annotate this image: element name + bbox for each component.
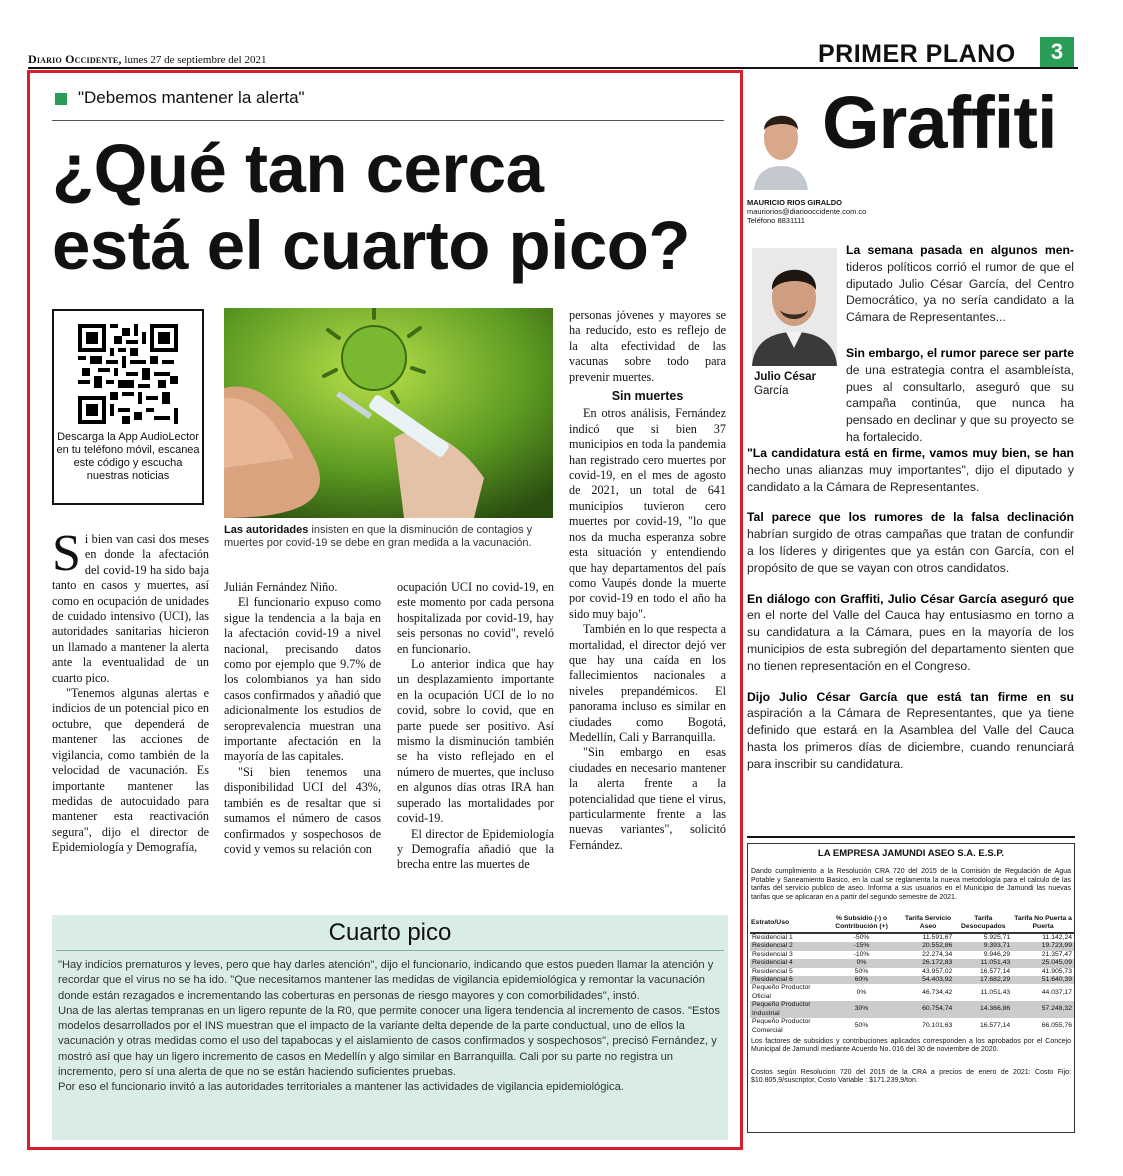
tariff-cell: 60.754,74 (902, 1001, 955, 1018)
qr-text: Descarga la App AudioLector en tu teléfono móvil, escanea este código y escucha nuestras noticias (56, 431, 200, 482)
tariff-row (750, 976, 1074, 984)
tariff-cell: 20.552,86 (902, 942, 955, 950)
section-title: PRIMER PLANO (818, 40, 1016, 68)
columnist-name: MAURICIO RIOS GIRALDO (747, 198, 842, 207)
tariff-header-cell: Tarifa Servicio Aseo (902, 914, 955, 933)
tariff-cell: 41.905,73 (1041, 967, 1072, 975)
tariff-cell: 9.393,71 (954, 942, 1012, 950)
col3-paragraph-3: El director de Epidemiología y Demografía añadió que la brecha entre las muertes de (397, 826, 554, 872)
graffiti-item-2-text: de una estrategia contra el asambleísta, pues al consultarlo, aseguró que su campaña continúa, que nunca ha pensado en declinar y que su proyecto se ha fortalecido. (846, 362, 1074, 444)
tariff-cell: 25.045,09 (1012, 959, 1074, 967)
photo-caption (224, 524, 555, 550)
tariff-cell: -50% (853, 934, 870, 942)
box-title: Cuarto pico (328, 919, 452, 946)
graffiti-item-3 (747, 445, 1074, 495)
tariff-cell: 26.172,83 (902, 959, 955, 967)
kicker-square-icon (55, 93, 67, 105)
tariff-cell: 5.925,71 (983, 934, 1011, 942)
tariff-cell: 54.403,92 (902, 976, 955, 984)
headline-line-2: está el cuarto pico? (52, 207, 691, 284)
tariff-cell: 9.946,29 (983, 950, 1011, 958)
tariff-cell: 66.055,76 (1041, 1022, 1072, 1030)
tariff-row (750, 951, 1074, 959)
headline (52, 130, 732, 284)
tariff-cell: -10% (853, 950, 870, 958)
box-paragraph-3: Por eso el funcionario invitó a las autoridades territoriales a mantener las actividades de vigilancia epidemiológica. (58, 1081, 624, 1094)
tariff-row (750, 933, 1074, 942)
tariff-cell: 16.577,14 (979, 967, 1011, 975)
article-column-4 (569, 308, 726, 853)
tariff-cell: -15% (821, 942, 901, 950)
photo-caption-politician (754, 370, 816, 398)
caption-lead: Las autoridades (224, 524, 309, 536)
columnist-email: mauriorios@diariooccidente.com.co (747, 207, 867, 216)
article-column-3 (397, 580, 554, 873)
tariff-cell: Residencial 3 (752, 950, 793, 958)
graffiti-bottom-rule (747, 836, 1075, 838)
masthead (28, 52, 266, 67)
tariff-cell: Pequeño Productor Oficial (752, 984, 811, 1000)
tariff-cell: Residencial 2 (750, 942, 821, 950)
page-number: 3 (1040, 37, 1074, 67)
box-rule (56, 950, 724, 951)
qr-code-icon (78, 324, 178, 424)
graffiti-item-3-text: hecho unas alianzas muy importantes", dijo el diputado y candidato a la Cámara de Representantes. (747, 462, 1074, 494)
tariff-cell: Residencial 5 (752, 967, 793, 975)
graffiti-item-5-text: en el norte del Valle del Cauca hay entusiasmo en torno a su candidatura a la Cámara, pues en la mayoría de los municipios de esta subregión del departamento sienten que no tienen representación en el Congreso. (747, 608, 1074, 673)
col3-paragraph-2: Lo anterior indica que hay un desplazamiento importante en la ocupación UCI de lo no covid, sobre lo covid, que en parte puede ser positivo. Así mismo la disminución también se ha visto reflejado en el número de muertes, que incluso en algunos días otras IRA han superado las mortalidades por covid-19. (397, 657, 554, 826)
politician-name: Julio César (754, 371, 816, 383)
notice-intro: Dando cumplimiento a la Resolución CRA 720 del 2015 de la Comisión de Regulación de Agua Potable y Saneamiento Basico, en la cual se reglamenta la nueva metodología para el calculo de las tarifas del servicio publico de aseo. Informa a sus usuarios en el Municipio de Jamundi las nuevas tarifas que se aplicaran en a partir del segundo semestre de 2021. (751, 868, 1071, 901)
tariff-cell: 11.051,43 (954, 959, 1012, 967)
col1-paragraph-2: "Tenemos algunas alertas e indicios de un potencial pico en octubre, que dependerá de mantener las acciones de vigilancia, como también de la velocidad de vacunación. Es importante mantener las medidas de autocuidado para mantener esta reactivación segura", dijo el director de Epidemiología y Demografía, (52, 686, 209, 855)
graffiti-item-4 (747, 509, 1074, 576)
box-paragraph-2: Una de las alertas tempranas en un ligero repunte de la R0, que permite conocer una ligera tendencia al incremento de casos. "Estos modelos desarrollados por el INS muestran que el impacto de la variante delta depende de la parte conductual, uno de ellos la vacunación y otras medidas como el uso del tapabocas y el aislamiento de casos confirmados y sospechosos", precisó Fernández, y mostró así que hay un ligero incremento de casos en Medellín y algo similar en Barranquilla. Cali por su parte no registra un incremento, pero sí una alerta de que no se están haciendo suficientes pruebas. (58, 1004, 720, 1079)
tariff-cell: 50% (854, 967, 869, 975)
issue-date: lunes 27 de septiembre del 2021 (124, 54, 267, 66)
tariff-header-cell: Tarifa Desocupados (954, 914, 1012, 933)
box-paragraph-1: "Hay indicios prematuros y leves, pero que hay darles atención", dijo el funcionario, indicando que estos pueden llamar la atención y recordar que el virus no se ha ido. "Que necesitamos mantener las medidas de vigilancia epidemiológica y remontar la vacunación donde están rezagados e incrementando las coberturas en personas de riesgo mayores y con comorbilidades", instó. (58, 959, 714, 1002)
tariff-cell: Residencial 1 (752, 934, 793, 942)
tariff-cell: 19.723,99 (1012, 942, 1074, 950)
col4-paragraph-4: "Sin embargo en esas ciudades en necesario mantener la alerta frente a la potencialidad que tiene el virus, particularmente frente a las nuevas variantes", solicitó Fernández. (569, 745, 726, 852)
kicker: "Debemos mantener la alerta" (78, 88, 305, 107)
graffiti-item-4-lead: Tal parece que los rumores de la falsa declinación (747, 510, 1074, 525)
subhead: Sin muertes (611, 389, 684, 404)
graffiti-item-1-text: tideros políticos corrió el rumor de que el diputado Julio César García, del Centro Democrático, ya no sería candidato a la Cámara de Representantes... (846, 259, 1074, 325)
col1-paragraph-1: i bien van casi dos meses en donde la afectación del covid-19 ha sido baja tanto en casos y muertes, así como en ocupación de unidades de cuidado intensivo (UCI), las autoridades sanitarias hicieron un llamado a mantener la alerta ante la eventualidad de un cuarto pico. (52, 532, 209, 685)
tariff-cell: 11.051,43 (980, 988, 1011, 996)
graffiti-item-4-text: habrían surgido de otras campañas que tratan de confundir a los líderes y dirigentes que ya están con García, con el propósito de que se vayan con otros candidatos. (747, 527, 1074, 575)
columnist-info (747, 198, 866, 225)
tariff-cell: 16.577,14 (979, 1022, 1011, 1030)
politician-photo (752, 248, 837, 366)
tariff-cell: 46.734,42 (922, 988, 953, 996)
notice-note: Los factores de subsidios y contribuciones aplicados corresponden a los aprobados por el Concejo Municipal de Jamundí mediante Acuerdo No. 016 del 30 de noviembre de 2020. (751, 1037, 1071, 1054)
graffiti-item-1-lead: La semana pasada en algunos men- (846, 243, 1074, 257)
tariff-cell: 60% (821, 976, 901, 984)
columnist-photo (750, 94, 812, 190)
tariff-cell: 21.357,47 (1041, 950, 1072, 958)
graffiti-item-2 (846, 345, 1074, 460)
tariff-cell: 11.591,67 (922, 934, 953, 942)
tariff-cell: 14.366,86 (954, 1001, 1012, 1018)
tariff-cell: 0% (856, 988, 867, 996)
notice-costs: Costos según Resolucion 720 del 2015 de la CRA a precios de enero de 2021: Costo Fijo: $10.805,9/suscriptor, Costo Variable : $171.239,9/ton. (751, 1068, 1071, 1085)
tariff-row (750, 968, 1074, 976)
tariff-cell: Pequeño Productor Comercial (752, 1018, 811, 1034)
tariff-cell: 11.142,24 (1042, 934, 1072, 942)
col2-paragraph-2: El funcionario expuso como sigue la tendencia a la baja en la afectación covid-19 a nivel nacional, precisando datos como por ejemplo que 9.7% de los colombianos ya han sido casos confirmados y añadió que adicionalmente los estudios de seroprevalencia muestran una importante afectación en la mayoría de las capitales. (224, 595, 381, 764)
vaccination-photo (224, 308, 553, 518)
tariff-row (750, 984, 1074, 1001)
col4-paragraph-3: También en lo que respecta a mortalidad, el director dejó ver que hay una caída en los fallecimientos nacionales a niveles prepandémicos. El panorama incluso es similar en ciudades como Bogotá, Medellín, Cali y Barranquilla. (569, 622, 726, 744)
tariff-cell: 57.248,32 (1012, 1001, 1074, 1018)
graffiti-item-3-lead: "La candidatura está en firme, vamos muy bien, se han (747, 446, 1074, 460)
paper-name: Diario Occidente, (28, 52, 122, 66)
tariff-cell: 0% (821, 959, 901, 967)
col4-paragraph-1: personas jóvenes y mayores se ha reducido, esto es reflejo de la alta efectividad de las vacunas sobre todo para prevenir muertes. (569, 308, 726, 384)
tariff-cell: Residencial 4 (750, 959, 821, 967)
kicker-rule (52, 120, 724, 121)
graffiti-item-2-lead: Sin embargo, el rumor parece ser parte (846, 346, 1074, 360)
tariff-header-cell: Estrato/Uso (750, 914, 821, 933)
columnist-phone: Teléfono 8831111 (747, 216, 805, 225)
graffiti-item-6-lead: Dijo Julio César García que está tan firme en su (747, 689, 1074, 704)
tariff-notice (747, 843, 1075, 1133)
col2-paragraph-1: Julián Fernández Niño. (224, 580, 338, 594)
tariff-cell: Pequeño Productor Industrial (750, 1001, 821, 1018)
tariff-row (750, 1001, 1074, 1018)
col4-paragraph-2: En otros análisis, Fernández indicó que si bien 37 municipios en toda la pandemia han registrado cero muertes por covid-19, en el mes de agosto de 2021, un total de 641 municipios tuvieron cero muertes por covid-19, "lo que nos da mucha esperanza sobre esta situación y entendiendo que hay departamentos del país como Vaupés donde la muerte por covid-19 en todo el año ha sido muy bajo". (569, 406, 726, 621)
graffiti-item-5-lead: En diálogo con Graffiti, Julio César García aseguró que (747, 591, 1074, 606)
graffiti-item-6 (747, 689, 1074, 773)
graffiti-items (747, 445, 1074, 787)
article-column-1 (52, 525, 209, 856)
tariff-cell: 44.037,17 (1041, 988, 1072, 996)
tariff-cell: 51.640,39 (1012, 976, 1074, 984)
col3-paragraph-1: ocupación UCI no covid-19, en este momento por cada persona hospitalizada por covid-19, hay seis personas no covid", reveló en funcionario. (397, 580, 554, 656)
tariff-row (750, 1018, 1074, 1035)
graffiti-item-5 (747, 591, 1074, 675)
tariff-row (750, 942, 1074, 950)
tariff-cell: Residencial 6 (750, 976, 821, 984)
tariff-cell: 30% (821, 1001, 901, 1018)
tariff-cell: 43.957,02 (922, 967, 953, 975)
tariff-header-cell: Tarifa No Puerta a Puerta (1012, 914, 1074, 933)
tariff-cell: 50% (854, 1022, 869, 1030)
headline-line-1: ¿Qué tan cerca (52, 130, 544, 207)
article-column-2 (224, 580, 381, 857)
drop-cap: S (52, 525, 81, 582)
box-text (58, 958, 722, 1096)
tariff-header-cell: % Subsidio (-) o Contribución (+) (821, 914, 901, 933)
tariff-cell: 70.101,63 (922, 1022, 953, 1030)
tariff-cell: 17.682,29 (954, 976, 1012, 984)
notice-title: LA EMPRESA JAMUNDI ASEO S.A. E.S.P. (817, 848, 1005, 859)
tariff-row (750, 959, 1074, 967)
politician-surname: García (754, 385, 789, 397)
graffiti-title: Graffiti (822, 81, 1057, 164)
graffiti-item-6-text: aspiración a la Cámara de Representantes, que ya tiene definido que estará en la Asamblea del Valle del Cauca hasta los primeros días de diciembre, cuando renunciará para inscribir su candidatura. (747, 706, 1074, 771)
col2-paragraph-3: "Si bien tenemos una disponibilidad UCI del 43%, también es de resaltar que si sumamos el número de casos confirmados y sospechosos de covid y vemos su relación con (224, 764, 381, 856)
caption-text: insisten en que la disminución de contagios y muertes por covid-19 se debe en gran medida a la vacunación. (224, 524, 533, 549)
graffiti-item-1 (846, 242, 1074, 340)
tariff-table (750, 914, 1074, 1035)
tariff-cell: 22.274,34 (922, 950, 953, 958)
